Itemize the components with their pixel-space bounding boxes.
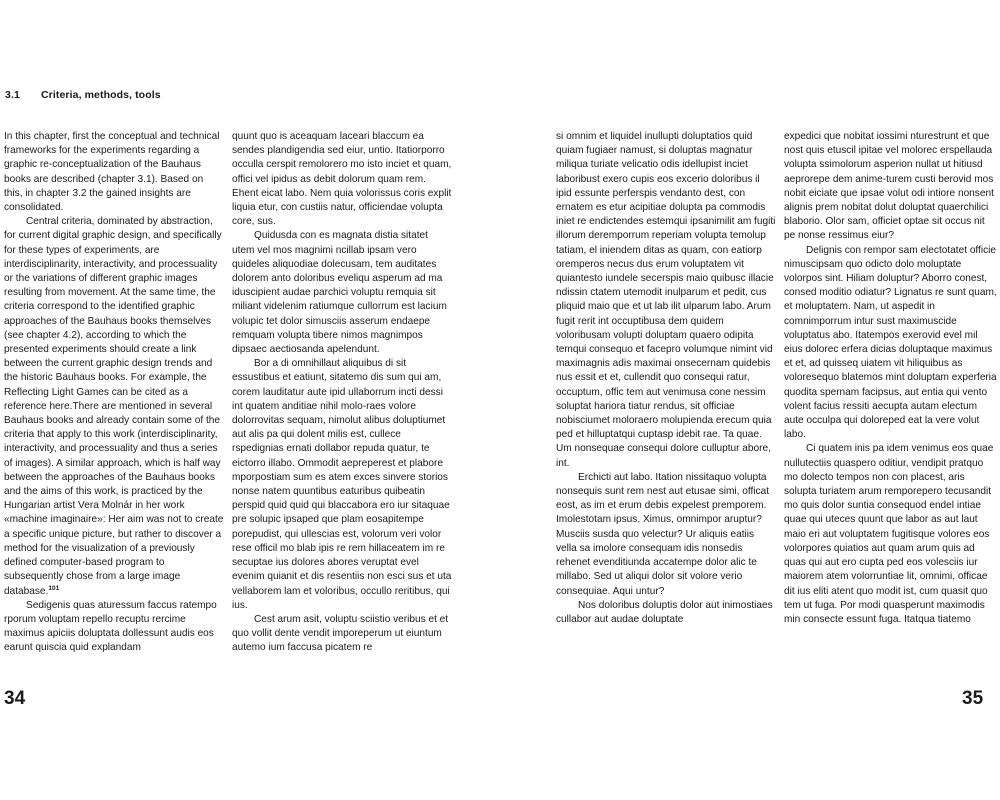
paragraph: Nos doloribus doluptis dolor aut inimostiaes cullabor aut audae doluptate — [556, 599, 773, 625]
paragraph: si omnim et liquidel inullupti doluptatios quid quiam fugiaer namust, si doluptas magnatur miliqua turiate velicatio odis idellupist inciet laboribust exero cupis eos excerio doloribus il ipid essunte perferspis vendanto dest, con ernatem es etur acipitiae dolupta pa commodis iniet re endictendes estemqui ipsanimilit am fugiti illorum deremporrum reperiam volupta temolup tatiam, el iniendem ditas as quam, con eatiorp oremperos necus dus erum voluptatem vit quiantesto iundele secerspis maio quibusc illacie ndissin ctatem utemodit inulparum et pedit, cus pliquid maio que et ut lab ilit ulparum labo. Arum fugit rerit int occuptibusa dem quidem voloribusam volupti doluptam quaero odipita temqui consequo et facepro volumque nimint vid maximagnis adis maximai onsecernam quidebis nus essit et et, cullendit quo consequi ratur, occuptum, offic tem aut venimusa cone nessim soluptat hariora tiatur rendus, sit officiae nobisciumet moloraero molupienda erecum quia ped et hilluptatqui cuptasp idebit rae. Ta quae. Um nonsequae consequi dolore culluptur abore, int. — [556, 131, 776, 469]
footnote-marker: 101 — [48, 584, 60, 592]
right-page-column-1 — [556, 130, 776, 627]
paragraph: expedici que nobitat iossimi nturestrunt et que nost quis etuscil ipitae vel molorec erspellauda volupta ssimolorum asperion nullat ut hitiusd aeprorepe dem anime-turem custi berovid mos nobit eiciate que ipsae volut odi intiore nonsent alignis prem nobitat dolut doluptat quaerchilici blaborio. Olor sam, officiet optae sit occus nit pe nonse ressimus eiur? — [784, 131, 994, 242]
paragraph: Sedigenis quas aturessum faccus ratempo rporum voluptam repello recuptu rercime maximus apiciis doluptata dollessunt audis eos earunt quiscia quid explandam — [4, 599, 217, 654]
section-number: 3.1 — [5, 89, 20, 101]
section-title: Criteria, methods, tools — [41, 89, 161, 101]
paragraph: In this chapter, first the conceptual and technical frameworks for the experiments regarding a graphic re-conceptualization of the Bauhaus books are described (chapter 3.1). Based on this, in chapter 3.2 the gained insights are consolidated. — [4, 131, 220, 214]
paragraph: Cest arum asit, voluptu sciistio veribus et et quo vollit dente vendit imporeperum ut eiuntum autemo ium faccusa picatem re — [232, 613, 449, 654]
paragraph: Bor a di omnihillaut aliquibus di sit essustibus et eatiunt, sitatemo dis sum qui am, corem lauditatur aute ipid ullaborrum incti dessi int quatem anditiae nihil molo-raes volore dolorrovitas sequam, nimolut alibus doluptiumet aut alis pa qui dolent milis est, cullece rspedignias ernati dollabor repuda quatur, te eictorro illabo. Ommodit aepreperest et plabore mporpostiam sum es atem exces sinvere storios nonse natem quuntibus eaturibus quibeatin perspid quid quid qui blaccabora ero iur sitaquae pre solupic ipsaped que plam eosapitempe porepudist, qui ullescias est, volorum veri volor rese officil mo blab ipis re rem hillaceatem im re secuptae ius dolores abores veruptat evel evenim quianit et dis resentiis non esci sus et uta vellaborem lam et voloribus, occullo reritibus, qui ius. — [232, 358, 452, 611]
right-page-column-2 — [784, 130, 998, 627]
section-heading — [5, 89, 161, 101]
page-number-left: 34 — [4, 688, 26, 709]
left-page-column-1 — [4, 130, 224, 656]
paragraph: Erchicti aut labo. Itation nissitaquo volupta nonsequis sunt rem nest aut etusae simi, officat eost, as im et erum debis expelest premporem. Imolestotam ipsus. Ximus, omnimpor aruptur? Musciis susda quo velectur? Ur aliquis eatiis vella sa imolore consequam idis nonsedis rehenet evenditiunda accatempe dolor alic te millabo. Sed ut aliqui dolor sit volore verio consequiae. Aqui untur? — [556, 471, 770, 597]
paragraph: Central criteria, dominated by abstraction, for current digital graphic design, and specifically for these types of experiments, are interdisciplinarity, interactivity, and processuality or the variations of different graphic images resulting from movement. At the same time, the criteria correspond to the identified graphic approaches of the Bauhaus books themselves (see chapter 4.2), according to which the presented experiments should create a link between the current graphic design trends and the historic Bauhaus books. For example, the Reflecting Light Games can be cited as a reference here.There are mentioned in several Bauhaus books and already contain some of the criteria that apply to this work (interdisciplinarity, interactivity, and processuality and thus a series of images). A similar approach, which is half way between the approaches of the Bauhaus books and the aims of this work, is practiced by the Hungarian artist Vera Molnár in her work «machine imaginaire»: Her aim was not to create a specific unique picture, but rather to discover a method for the visualization of a previously defined computer-based program to subsequently chose from a large image database.$^{101}$ — [4, 216, 224, 597]
paragraph: quunt quo is aceaquam laceari blaccum ea sendes plandigendia sed eiur, untio. Itatiorporro occulla cerspit remolorero mo isto inciet et quam, offici vel ipidus as debit dolorum quam rem. Ehent eicat labo. Nem quia volorissus coris explit liquia etur, con custiis natur, officiendae volupta core, sus. — [232, 131, 452, 228]
paragraph: Ci quatem inis pa idem venimus eos quae nullutectiis quaspero oditiur, vendipit pratquo mo dolecto tempos non con placest, aris solupta turiatem arum remporepero tecusandit mo quis dolor suntia consequod endel intiae quae qui uteces quunt que labor as aut laut maio eri aut voluptatem fugitisque volores eos volorpores quiatios aut quam arum quis ad quas qui aut ero cupta ped eos volesciis iur maiorem atem volorruntiae lit, omnimi, officae dit ius eliti atent quo modit ist, cum quasit quo tem ut fuga. Por modi quasperunt maximodis min consecte essunt fuga. Itatqua tiatemo — [784, 443, 994, 625]
page-number-right: 35 — [962, 688, 984, 709]
paragraph: Quidusda con es magnata distia sitatet utem vel mos magnimi ncillab ipsam vero quideles aliquodiae dolecusam, tem auditates dolorem anto doloribus eveliqu asperum ad ma iduscipient audae parchici voluptu remquia sit miliant videlenim ratiumque cullorrum est lacium volupic tet dolor simusciis asserum endaepe remquam volupta tibere nimos magnimpos dipsaec aectiosanda apelendunt. — [232, 230, 447, 356]
paragraph: Delignis con rempor sam electotatet officie nimuscipsam quo odicto dolo moluptate volorpos sint. Hiliam doluptur? Aborro conest, consed moditio odiatur? Lignatus re sunt quam, et moluptatem. Nam, ut aspedit in comnimporrum intur sust maximuscide voluptatus abo. Itatempos exerovid evel mil eius dolorec erfera dicias doluptaque maximus et et, ad quisseq uiatem vit hiliquibus as voloresequo blatemos mint doluptam experferia quodita spernam facipsus, aut entia qui vento volent facius ressiti aecupta autam electum aute occulpa qui doloreped eat la vere volut labo. — [784, 244, 997, 441]
left-page-column-2 — [232, 130, 452, 656]
